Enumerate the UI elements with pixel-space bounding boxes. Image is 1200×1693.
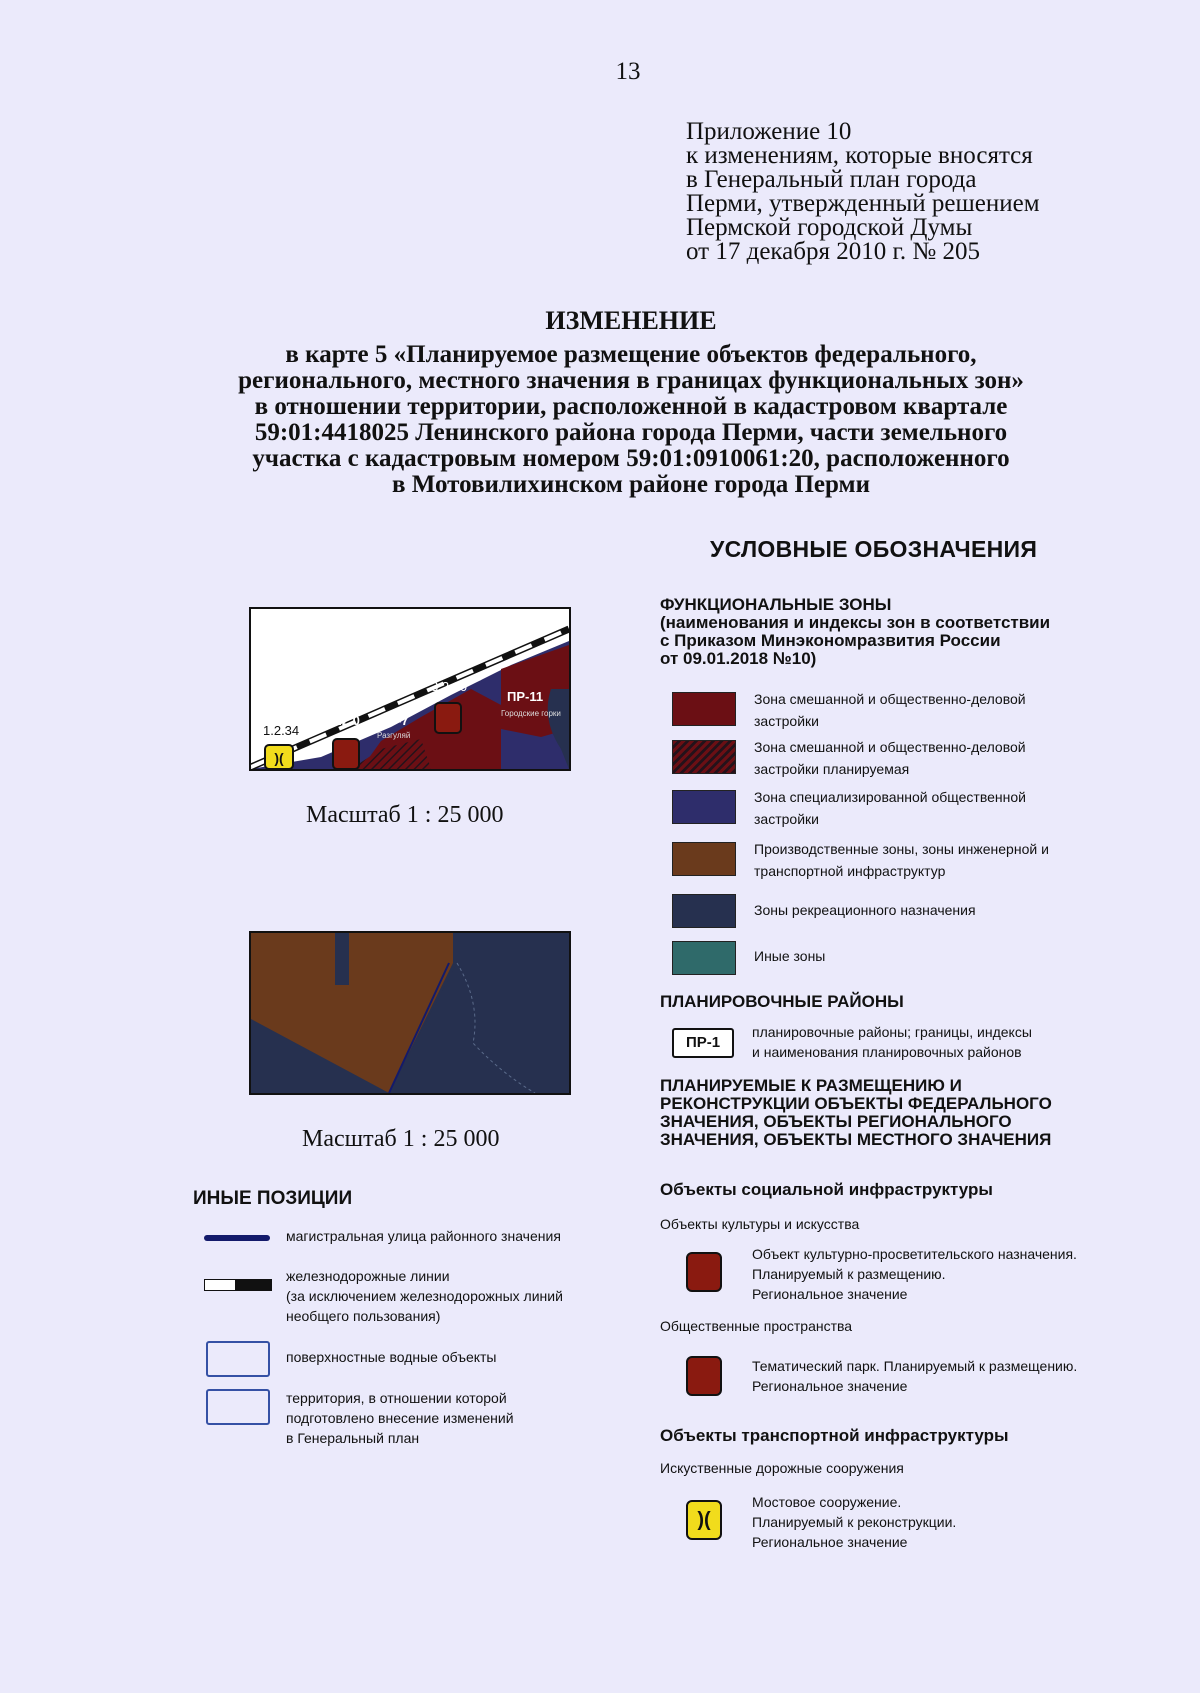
appendix-line: в Генеральный план города bbox=[686, 166, 977, 193]
appendix-line: Приложение 10 bbox=[686, 118, 852, 145]
culture-line: Объект культурно-просветительского назначения. bbox=[752, 1246, 1077, 1262]
zone-label-line: Зона специализированной общественной bbox=[754, 789, 1026, 805]
culture-object-icon bbox=[686, 1252, 722, 1292]
mixed-zone-swatch bbox=[672, 692, 736, 726]
map-2-scale: Масштаб 1 : 25 000 bbox=[302, 1126, 500, 1152]
culture-line: Региональное значение bbox=[752, 1286, 908, 1302]
subtitle-line: регионального, местного значения в границах функциональных зон» bbox=[238, 367, 1024, 394]
zone-label-line: Зоны рекреационного назначения bbox=[754, 902, 976, 918]
subtitle-line: участка с кадастровым номером 59:01:0910061:20, расположенного bbox=[252, 445, 1010, 472]
planning-text-line: и наименования планировочных районов bbox=[752, 1044, 1022, 1060]
planning-text-line: планировочные районы; границы, индексы bbox=[752, 1024, 1032, 1040]
transport-infrastructure-heading: Объекты транспортной инфраструктуры bbox=[660, 1426, 1009, 1445]
other-positions-heading: ИНЫЕ ПОЗИЦИИ bbox=[193, 1188, 353, 1209]
territory-legend-text bbox=[286, 1388, 514, 1448]
functional-zones-heading bbox=[660, 596, 1050, 668]
public-line: Тематический парк. Планируемый к размещению. bbox=[752, 1358, 1078, 1374]
appendix-line: от 17 декабря 2010 г. № 205 bbox=[686, 238, 981, 265]
railway-line-3: необщего пользования) bbox=[286, 1308, 441, 1324]
road-structures-heading: Искуственные дорожные сооружения bbox=[660, 1460, 904, 1476]
heading-line: ПЛАНИРУЕМЫЕ К РАЗМЕЩЕНИЮ И bbox=[660, 1076, 962, 1095]
bridge-line: Мостовое сооружение. bbox=[752, 1494, 902, 1510]
road-legend-text: магистральная улица районного значения bbox=[286, 1228, 561, 1244]
zone-label bbox=[754, 838, 1049, 882]
planning-district-box: ПР-1 bbox=[672, 1028, 734, 1058]
zone-label-line: Производственные зоны, зоны инженерной и bbox=[754, 841, 1049, 857]
heading-line: от 09.01.2018 №10) bbox=[660, 649, 817, 668]
water-legend-text: поверхностные водные объекты bbox=[286, 1349, 497, 1365]
map-1-scale: Масштаб 1 : 25 000 bbox=[306, 802, 504, 828]
svg-text:)(: )( bbox=[274, 750, 284, 766]
bridge-line: Региональное значение bbox=[752, 1534, 908, 1550]
zone-label bbox=[754, 945, 825, 967]
planned-objects-heading bbox=[660, 1077, 1052, 1149]
appendix-note bbox=[686, 120, 1040, 264]
zone-label-line: Зона смешанной и общественно-деловой bbox=[754, 739, 1026, 755]
heading-line: с Приказом Минэкономразвития России bbox=[660, 631, 1001, 650]
zone-label-line: застройки bbox=[754, 811, 819, 827]
document-title: ИЗМЕНЕНИЕ bbox=[545, 306, 717, 335]
map-fragment-2 bbox=[249, 931, 571, 1095]
appendix-line: к изменениям, которые вносятся bbox=[686, 142, 1033, 169]
public-spaces-heading: Общественные пространства bbox=[660, 1318, 853, 1334]
subtitle-line: 59:01:4418025 Ленинского района города Перми, части земельного bbox=[254, 419, 1008, 446]
map-label-code-1: 1.2.34 bbox=[263, 723, 300, 738]
planning-districts-text bbox=[752, 1022, 1032, 1062]
planning-districts-heading: ПЛАНИРОВОЧНЫЕ РАЙОНЫ bbox=[660, 992, 904, 1011]
railway-legend-text bbox=[286, 1266, 563, 1326]
social-infrastructure-heading: Объекты социальной инфраструктуры bbox=[660, 1180, 993, 1199]
territory-line-1: территория, в отношении которой bbox=[286, 1390, 507, 1406]
page-number: 13 bbox=[615, 58, 641, 85]
subtitle-line: в отношении территории, расположенной в кадастровом квартале bbox=[254, 393, 1008, 420]
subtitle-line: в Мотовилихинском районе города Перми bbox=[391, 471, 870, 498]
zone-label bbox=[754, 786, 1026, 830]
bridge-icon: )( bbox=[686, 1500, 722, 1540]
culture-heading: Объекты культуры и искусства bbox=[660, 1216, 860, 1232]
legend-title: УСЛОВНЫЕ ОБОЗНАЧЕНИЯ bbox=[710, 536, 1038, 562]
subtitle-line: в карте 5 «Планируемое размещение объектов федерального, bbox=[285, 341, 977, 368]
map-2-drawing bbox=[251, 933, 569, 1093]
appendix-line: Перми, утвержденный решением bbox=[686, 190, 1040, 217]
zone-label-line: застройки bbox=[754, 713, 819, 729]
theme-park-icon bbox=[435, 703, 461, 733]
heading-line: ЗНАЧЕНИЯ, ОБЪЕКТЫ МЕСТНОГО ЗНАЧЕНИЯ bbox=[660, 1130, 1052, 1149]
zone-label bbox=[754, 736, 1026, 780]
public-item-text bbox=[752, 1356, 1077, 1396]
culture-object-icon bbox=[333, 739, 359, 769]
map-label-district-1: ПР-7 bbox=[379, 713, 409, 728]
map-label-district-2: ПР-11 bbox=[507, 689, 544, 704]
railway-line-2: (за исключением железнодорожных линий bbox=[286, 1288, 563, 1304]
bridge-item-text bbox=[752, 1492, 956, 1552]
zone-label-line: Зона смешанной и общественно-деловой bbox=[754, 691, 1026, 707]
zone-label-line: застройки планируемая bbox=[754, 761, 910, 777]
bridge-line: Планируемый к реконструкции. bbox=[752, 1514, 957, 1530]
heading-line: ФУНКЦИОНАЛЬНЫЕ ЗОНЫ bbox=[660, 595, 892, 614]
territory-swatch bbox=[206, 1389, 270, 1425]
industrial-zone-swatch bbox=[672, 842, 736, 876]
map-label-district-1-name: Разгуляй bbox=[377, 731, 411, 740]
map-label-district-2-name: Городские горки bbox=[501, 709, 561, 718]
map-label-code-3: 3.2.10 bbox=[431, 679, 468, 694]
road-line-sample bbox=[204, 1235, 270, 1241]
culture-line: Планируемый к размещению. bbox=[752, 1266, 946, 1282]
other-zone-swatch bbox=[672, 941, 736, 975]
zone-label-line: Иные зоны bbox=[754, 948, 826, 964]
mixed-planned-zone-swatch bbox=[672, 740, 736, 774]
zone-label bbox=[754, 899, 976, 921]
culture-item-text bbox=[752, 1244, 1077, 1304]
heading-line: ЗНАЧЕНИЯ, ОБЪЕКТЫ РЕГИОНАЛЬНОГО bbox=[660, 1112, 1012, 1131]
map-label-code-2: 3.2.0 bbox=[331, 713, 360, 728]
heading-line: РЕКОНСТРУКЦИИ ОБЪЕКТЫ ФЕДЕРАЛЬНОГО bbox=[660, 1094, 1052, 1113]
zone-label bbox=[754, 688, 1026, 732]
recreation-zone-swatch bbox=[672, 894, 736, 928]
territory-line-3: в Генеральный план bbox=[286, 1430, 420, 1446]
appendix-line: Пермской городской Думы bbox=[686, 214, 973, 241]
water-objects-swatch bbox=[206, 1341, 270, 1377]
railway-line-1: железнодорожные линии bbox=[286, 1268, 450, 1284]
special-zone-swatch bbox=[672, 790, 736, 824]
document-subtitle bbox=[0, 342, 1200, 498]
railway-line-sample bbox=[204, 1279, 272, 1291]
theme-park-icon bbox=[686, 1356, 722, 1396]
territory-line-2: подготовлено внесение изменений bbox=[286, 1410, 514, 1426]
zone-label-line: транспортной инфраструктур bbox=[754, 863, 946, 879]
heading-line: (наименования и индексы зон в соответствии bbox=[660, 613, 1051, 632]
map-fragment-1 bbox=[249, 607, 571, 771]
public-line: Региональное значение bbox=[752, 1378, 908, 1394]
